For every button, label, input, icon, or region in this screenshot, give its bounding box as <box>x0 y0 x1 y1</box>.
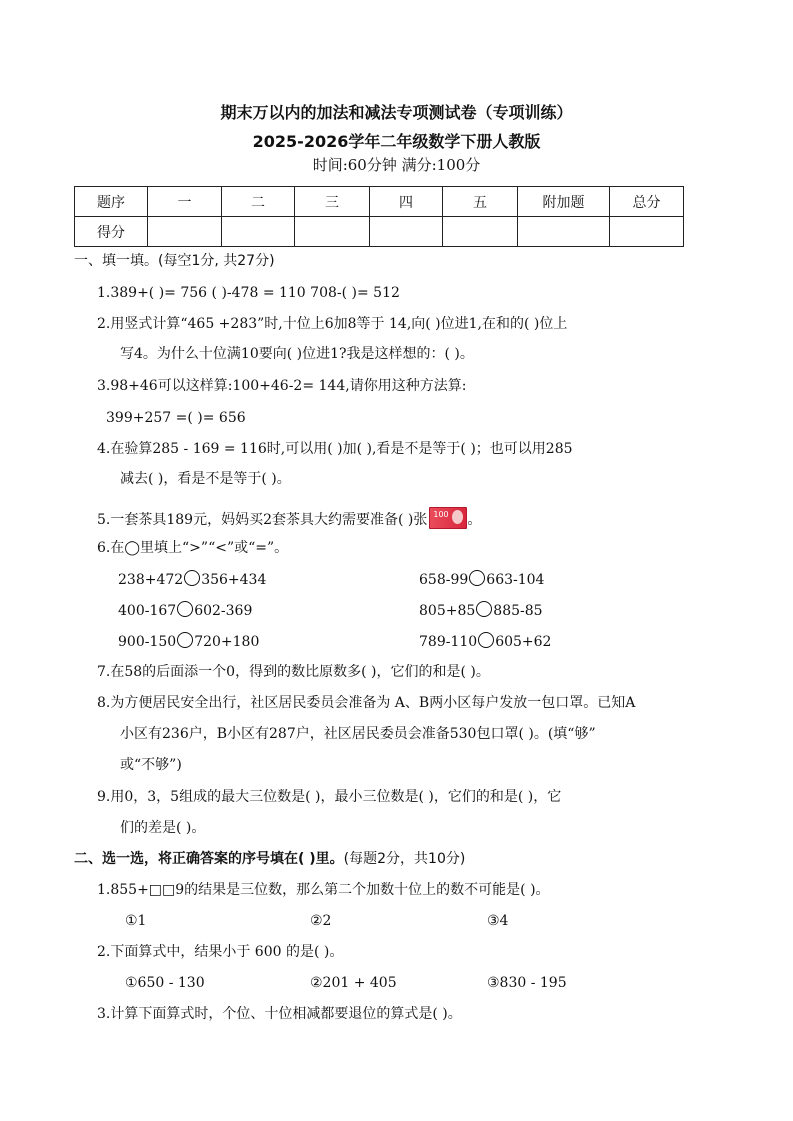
question-1-8c: 或“不够”) <box>120 757 182 773</box>
compare-circle-blank[interactable] <box>184 570 200 586</box>
question-1-2b: 写4。为什么十位满10要向( )位进1?我是这样想的：( )。 <box>120 346 474 362</box>
score-cell: 四 <box>370 187 443 217</box>
question-1-5-text: 5.一套茶具189元，妈妈买2套茶具大约需要准备( )张 <box>97 512 428 528</box>
option-item[interactable]: ②201 + 405 <box>310 975 397 991</box>
compare-left: 238+472 <box>118 572 184 588</box>
option-item[interactable]: ①650 - 130 <box>125 975 205 991</box>
score-cell: 二 <box>222 187 295 217</box>
compare-circle-blank[interactable] <box>469 570 485 586</box>
option-item[interactable]: ②2 <box>310 913 332 929</box>
compare-item <box>118 632 259 651</box>
score-table-score-row <box>75 217 684 247</box>
compare-item <box>419 601 543 620</box>
question-1-9a: 9.用0，3，5组成的最大三位数是( )，最小三位数是( )，它们的和是( )，它 <box>97 789 562 805</box>
compare-right: 605+62 <box>495 634 552 650</box>
question-2-2: 2.下面算式中，结果小于 600 的是( )。 <box>97 944 344 960</box>
score-input-cell[interactable] <box>370 217 443 247</box>
score-input-cell[interactable] <box>295 217 370 247</box>
question-1-3a: 3.98+46可以这样算:100+46-2= 144,请你用这种方法算: <box>97 378 467 394</box>
score-input-cell[interactable] <box>443 217 518 247</box>
score-table <box>74 186 684 247</box>
compare-item <box>118 601 252 620</box>
compare-left: 658-99 <box>419 572 469 588</box>
compare-right: 602-369 <box>194 603 253 619</box>
score-cell: 得分 <box>75 217 148 247</box>
score-cell: 五 <box>443 187 518 217</box>
compare-left: 900-150 <box>118 634 177 650</box>
compare-item <box>419 570 544 589</box>
section2-heading-bold: 二、选一选，将正确答案的序号填在( )里。 <box>74 851 344 867</box>
question-2-1: 1.855+□□9的结果是三位数，那么第二个加数十位上的数不可能是( )。 <box>97 882 550 898</box>
question-1-5-end: 。 <box>467 512 482 528</box>
score-cell: 总分 <box>610 187 684 217</box>
exam-title: 期末万以内的加法和减法专项测试卷（专项训练） <box>220 103 573 122</box>
exam-time-score: 时间:60分钟 满分:100分 <box>312 156 481 174</box>
question-1-9b: 们的差是( )。 <box>120 820 206 836</box>
question-1-2a: 2.用竖式计算“465 +283”时,十位上6加8等于 14,向( )位进1,在和的( )位上 <box>97 316 568 332</box>
compare-circle-blank[interactable] <box>478 632 494 648</box>
banknote-value: 100 <box>433 510 449 519</box>
option-item[interactable]: ③4 <box>487 913 509 929</box>
question-1-4a: 4.在验算285 - 169 = 116时,可以用( )加( ),看是不是等于( )；也可以用285 <box>97 441 573 457</box>
score-cell: 题序 <box>75 187 148 217</box>
compare-circle-blank[interactable] <box>177 632 193 648</box>
question-1-8b: 小区有236户，B小区有287户，社区居民委员会准备530包口罩( )。(填“够” <box>120 726 596 742</box>
score-input-cell[interactable] <box>610 217 684 247</box>
section2-heading-points: (每题2分，共10分) <box>343 851 466 867</box>
compare-right: 885-85 <box>493 603 543 619</box>
banknote-portrait <box>452 510 463 524</box>
compare-right: 663-104 <box>486 572 545 588</box>
compare-item <box>419 632 551 651</box>
compare-circle-blank[interactable] <box>177 601 193 617</box>
exam-grade-subtitle: 2025-2026学年二年级数学下册人教版 <box>252 132 541 151</box>
compare-item <box>118 570 266 589</box>
compare-circle-blank[interactable] <box>476 601 492 617</box>
option-item[interactable]: ①1 <box>125 913 147 929</box>
question-1-8a: 8.为方便居民安全出行，社区居民委员会准备为 A、B两小区每户发放一包口罩。已知A <box>97 695 636 711</box>
score-input-cell[interactable] <box>148 217 222 247</box>
compare-right: 356+434 <box>201 572 267 588</box>
score-table-header-row <box>75 187 684 217</box>
score-cell: 一 <box>148 187 222 217</box>
question-1-5 <box>97 507 481 529</box>
compare-left: 805+85 <box>419 603 476 619</box>
score-input-cell[interactable] <box>518 217 610 247</box>
compare-left: 400-167 <box>118 603 177 619</box>
compare-right: 720+180 <box>194 634 260 650</box>
score-cell: 附加题 <box>518 187 610 217</box>
question-1-6: 6.在◯里填上“>”“<”或“=”。 <box>97 540 289 556</box>
banknote-image <box>429 507 467 529</box>
question-2-3: 3.计算下面算式时，个位、十位相减都要退位的算式是( )。 <box>97 1006 462 1022</box>
score-cell: 三 <box>295 187 370 217</box>
question-1-3b: 399+257 =( )= 656 <box>106 410 246 426</box>
question-1-4b: 减去( )，看是不是等于( )。 <box>120 471 291 487</box>
score-input-cell[interactable] <box>222 217 295 247</box>
option-item[interactable]: ③830 - 195 <box>487 975 567 991</box>
question-1-7: 7.在58的后面添一个0，得到的数比原数多( )，它们的和是( )。 <box>97 664 490 680</box>
question-1-1: 1.389+( )= 756 ( )-478 = 110 708-( )= 512 <box>97 285 400 301</box>
section1-heading: 一、填一填。(每空1分, 共27分) <box>74 253 275 269</box>
compare-left: 789-110 <box>419 634 478 650</box>
section2-heading <box>74 850 465 868</box>
